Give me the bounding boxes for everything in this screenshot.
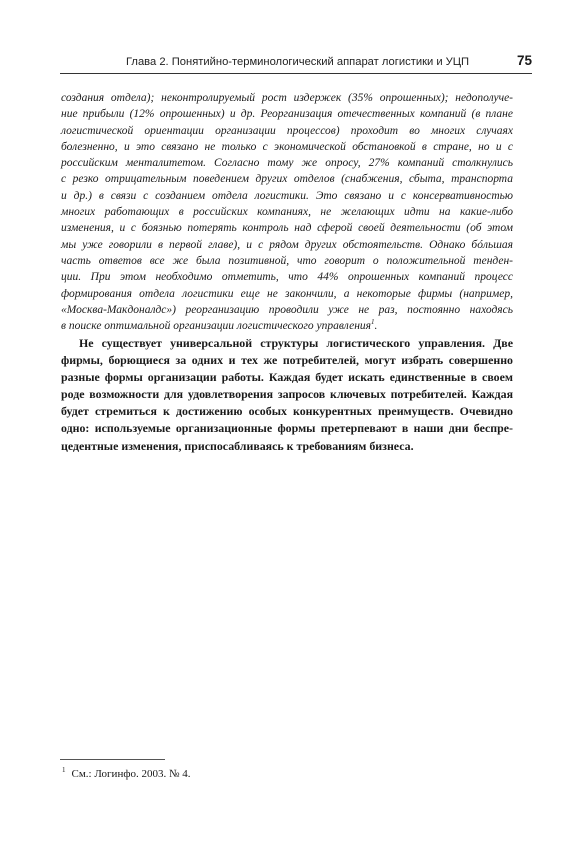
text-line: будет стремиться к достижению особых конкурентных преимуществ. Очевидно	[61, 404, 513, 419]
end-punctuation: .	[374, 320, 378, 333]
text-line: и др.) в связи с созданием отдела логистики. Это связано и с консервативностью	[61, 189, 513, 202]
footnote-rule	[60, 759, 165, 760]
footnote-reference: 1	[371, 318, 375, 327]
text-line: часть ответов все же была позитивной, что говорит о положительной тенден-	[61, 254, 513, 267]
text-line: «Москва-Макдоналдс») реорганизацию проводили уже не раз, постоянно находясь	[61, 303, 513, 316]
text-line: формирования отдела логистики еще не закончили, а некоторые фирмы (например,	[61, 287, 513, 300]
footnote-mark: 1	[62, 766, 66, 775]
italic-paragraph	[61, 90, 513, 334]
footnote	[62, 768, 190, 780]
text-line: с резко отрицательным поведением других отделов (снабжения, сбыта, транспорта	[61, 173, 513, 186]
running-header	[60, 54, 532, 76]
text-line: ции. При этом необходимо отметить, что 44% опрошенных компаний процесс	[61, 271, 513, 284]
text-line: роде возможности для удовлетворения запросов ключевых потребителей. Каждая	[61, 387, 513, 402]
text-line: многих работающих в российских компаниях, не желающих идти на какие-либо	[61, 206, 513, 219]
header-rule	[60, 73, 532, 74]
text-line-last: цедентные изменения, приспосабливаясь к требованиям бизнеса.	[61, 438, 414, 453]
text-line: одно: используемые организационные формы претерпевают в наши дни беспре-	[61, 421, 513, 436]
text-line: мы уже говорили в первой главе), и с рядом других обстоятельств. Однако бóльшая	[61, 238, 513, 251]
text-line: российским менталитетом. Согласно тому же опросу, 27% компаний столкнулись	[61, 157, 513, 170]
text-line: изменения, и с боязнью потерять контроль над сферой своей деятельности (об этом	[61, 222, 513, 235]
bold-paragraph	[61, 335, 513, 455]
page-number: 75	[516, 53, 532, 68]
text-line: логистической ориентации организации процессов) проходит во многих случаях	[61, 124, 513, 137]
chapter-title: Глава 2. Понятийно-терминологический аппарат логистики и УЦП	[126, 56, 470, 68]
text-line-content: в поиске оптимальной организации логистического управления	[61, 320, 372, 333]
text-line: фирмы, борющиеся за одних и тех же потребителей, могут избрать совершенно	[61, 353, 513, 368]
text-line-last	[61, 318, 513, 334]
text-line: создания отдела); неконтролируемый рост издержек (35% опрошенных); недополуче-	[61, 92, 513, 104]
text-line: разные формы организации работы. Каждая будет искать единственные в своем	[61, 370, 513, 385]
text-line: ние прибыли (12% опрошенных) и др. Реорганизация отечественных компаний (в плане	[61, 108, 513, 121]
footnote-text: См.: Логинфо. 2003. № 4.	[71, 768, 191, 780]
text-line: болезненно, и это связано не только с экономической обстановкой в стране, но и с	[61, 140, 513, 153]
text-line: Не существует универсальной структуры логистического управления. Две	[79, 336, 513, 350]
